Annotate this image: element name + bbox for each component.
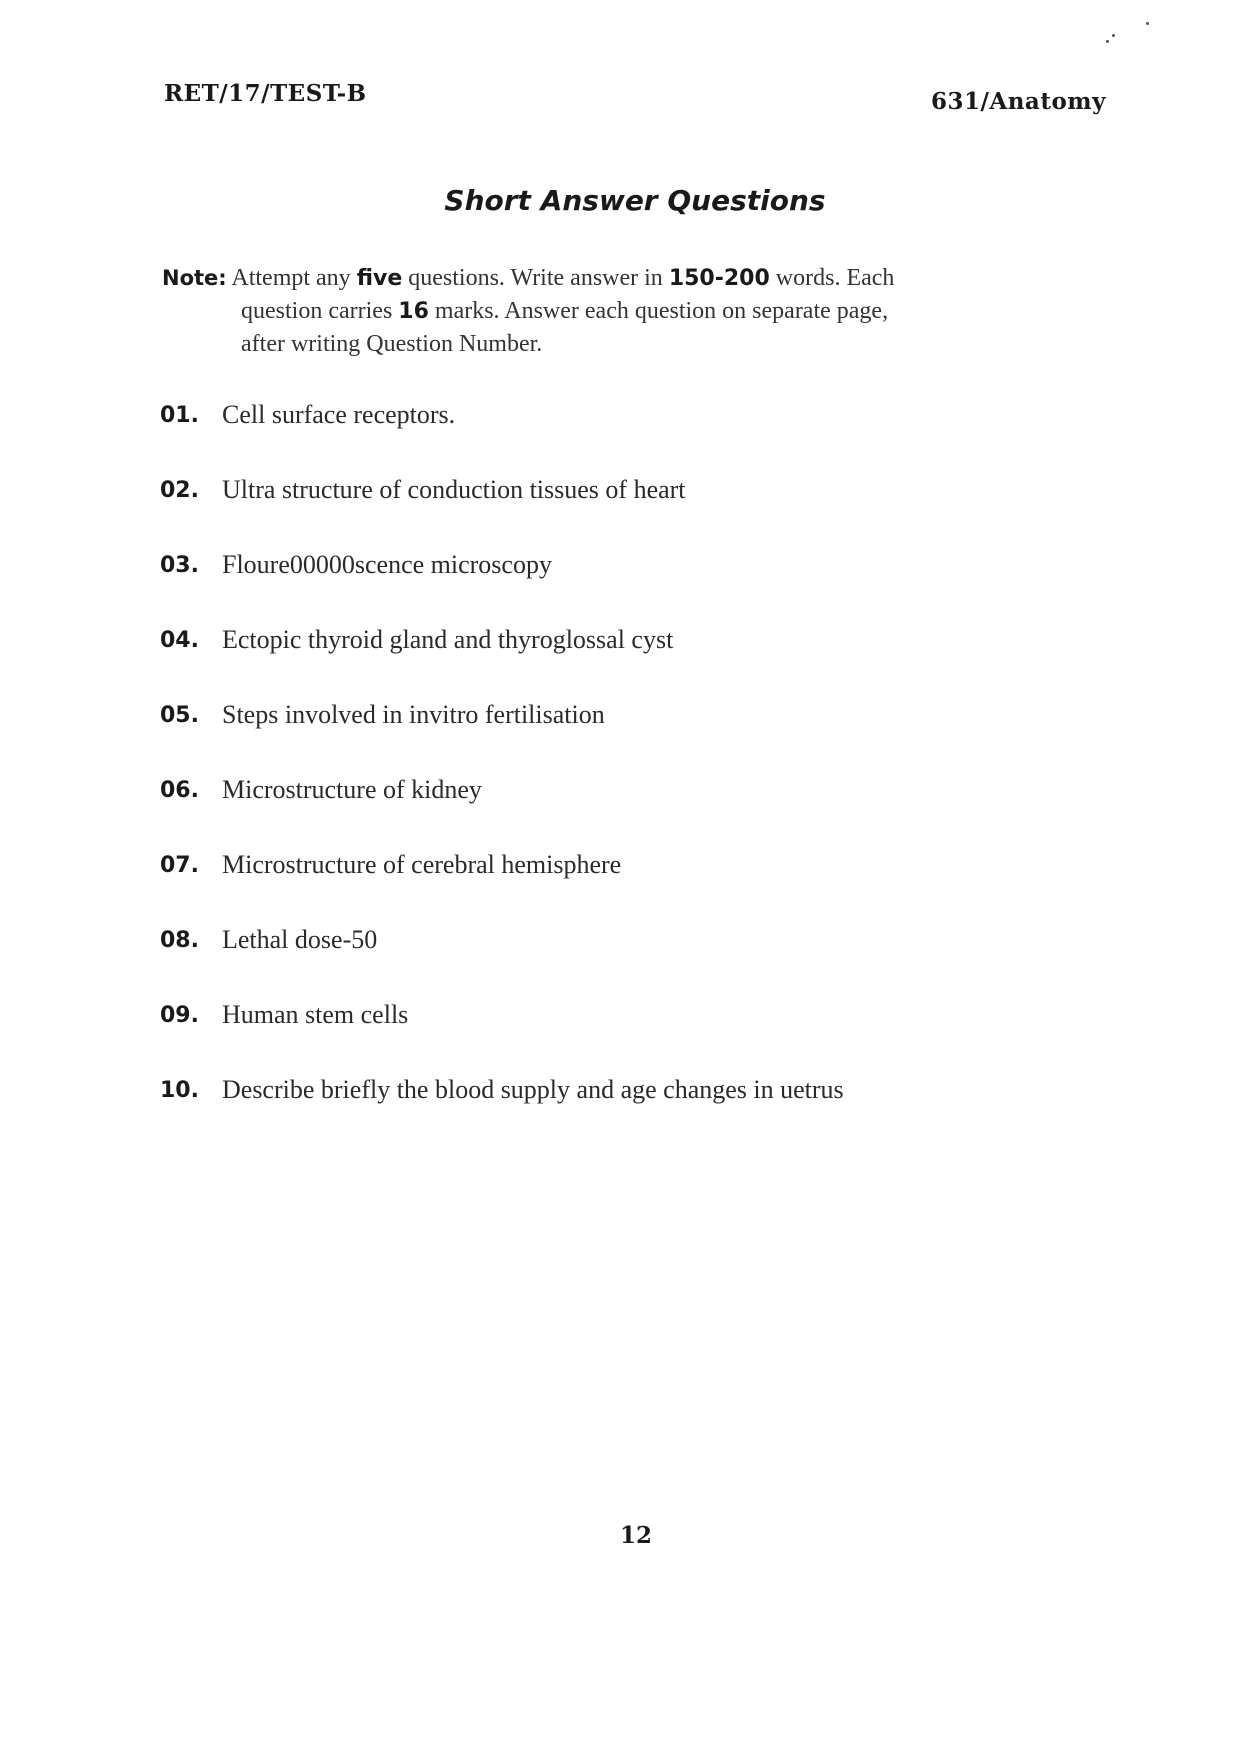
section-title: Short Answer Questions [444, 184, 826, 217]
note-text-5: marks. Answer each question on separate page, [428, 298, 889, 324]
subject-code: 631/Anatomy [930, 88, 1106, 115]
question-item [160, 700, 1110, 775]
question-item [160, 1075, 1110, 1150]
note-bold-five: five [356, 266, 403, 291]
question-item [160, 550, 1110, 625]
question-item [160, 400, 1110, 475]
note-text-4: question carries [241, 298, 399, 324]
question-number: 03. [160, 553, 199, 578]
question-text: Ultra structure of conduction tissues of heart [222, 475, 686, 504]
question-text: Steps involved in invitro fertilisation [222, 700, 605, 729]
question-number: 01. [160, 403, 199, 428]
note-text-1: Attempt any [231, 265, 357, 291]
question-item [160, 925, 1110, 1000]
exam-code: RET/17/TEST-B [164, 80, 367, 107]
question-number: 06. [160, 778, 199, 803]
question-item [160, 775, 1110, 850]
question-list [160, 400, 1110, 1150]
question-item [160, 1000, 1110, 1075]
question-text: Lethal dose-50 [222, 925, 378, 954]
question-number: 08. [160, 928, 199, 953]
question-text: Describe briefly the blood supply and age changes in uetrus [222, 1075, 844, 1104]
scan-marks [1100, 22, 1160, 52]
note-text-6: after writing Question Number. [241, 331, 543, 357]
note-text-2: questions. Write answer in [402, 265, 669, 291]
question-text: Microstructure of cerebral hemisphere [222, 850, 622, 879]
question-text: Microstructure of kidney [222, 775, 482, 804]
note-label: Note: [162, 266, 227, 290]
note-bold-marks: 16 [398, 299, 429, 324]
question-item [160, 475, 1110, 550]
question-number: 02. [160, 478, 199, 503]
question-number: 07. [160, 853, 199, 878]
question-text: Floure00000scence microscopy [222, 550, 552, 579]
question-text: Ectopic thyroid gland and thyroglossal cyst [222, 625, 674, 654]
question-item [160, 625, 1110, 700]
instructions-note [162, 262, 1112, 361]
question-number: 10. [160, 1078, 199, 1103]
page-number: 12 [620, 1522, 653, 1549]
question-item [160, 850, 1110, 925]
question-text: Cell surface receptors. [222, 400, 456, 429]
question-text: Human stem cells [222, 1000, 409, 1029]
question-number: 04. [160, 628, 199, 653]
note-text-3: words. Each [769, 265, 895, 291]
question-number: 05. [160, 703, 199, 728]
note-bold-word-range: 150-200 [668, 266, 770, 291]
question-number: 09. [160, 1003, 199, 1028]
